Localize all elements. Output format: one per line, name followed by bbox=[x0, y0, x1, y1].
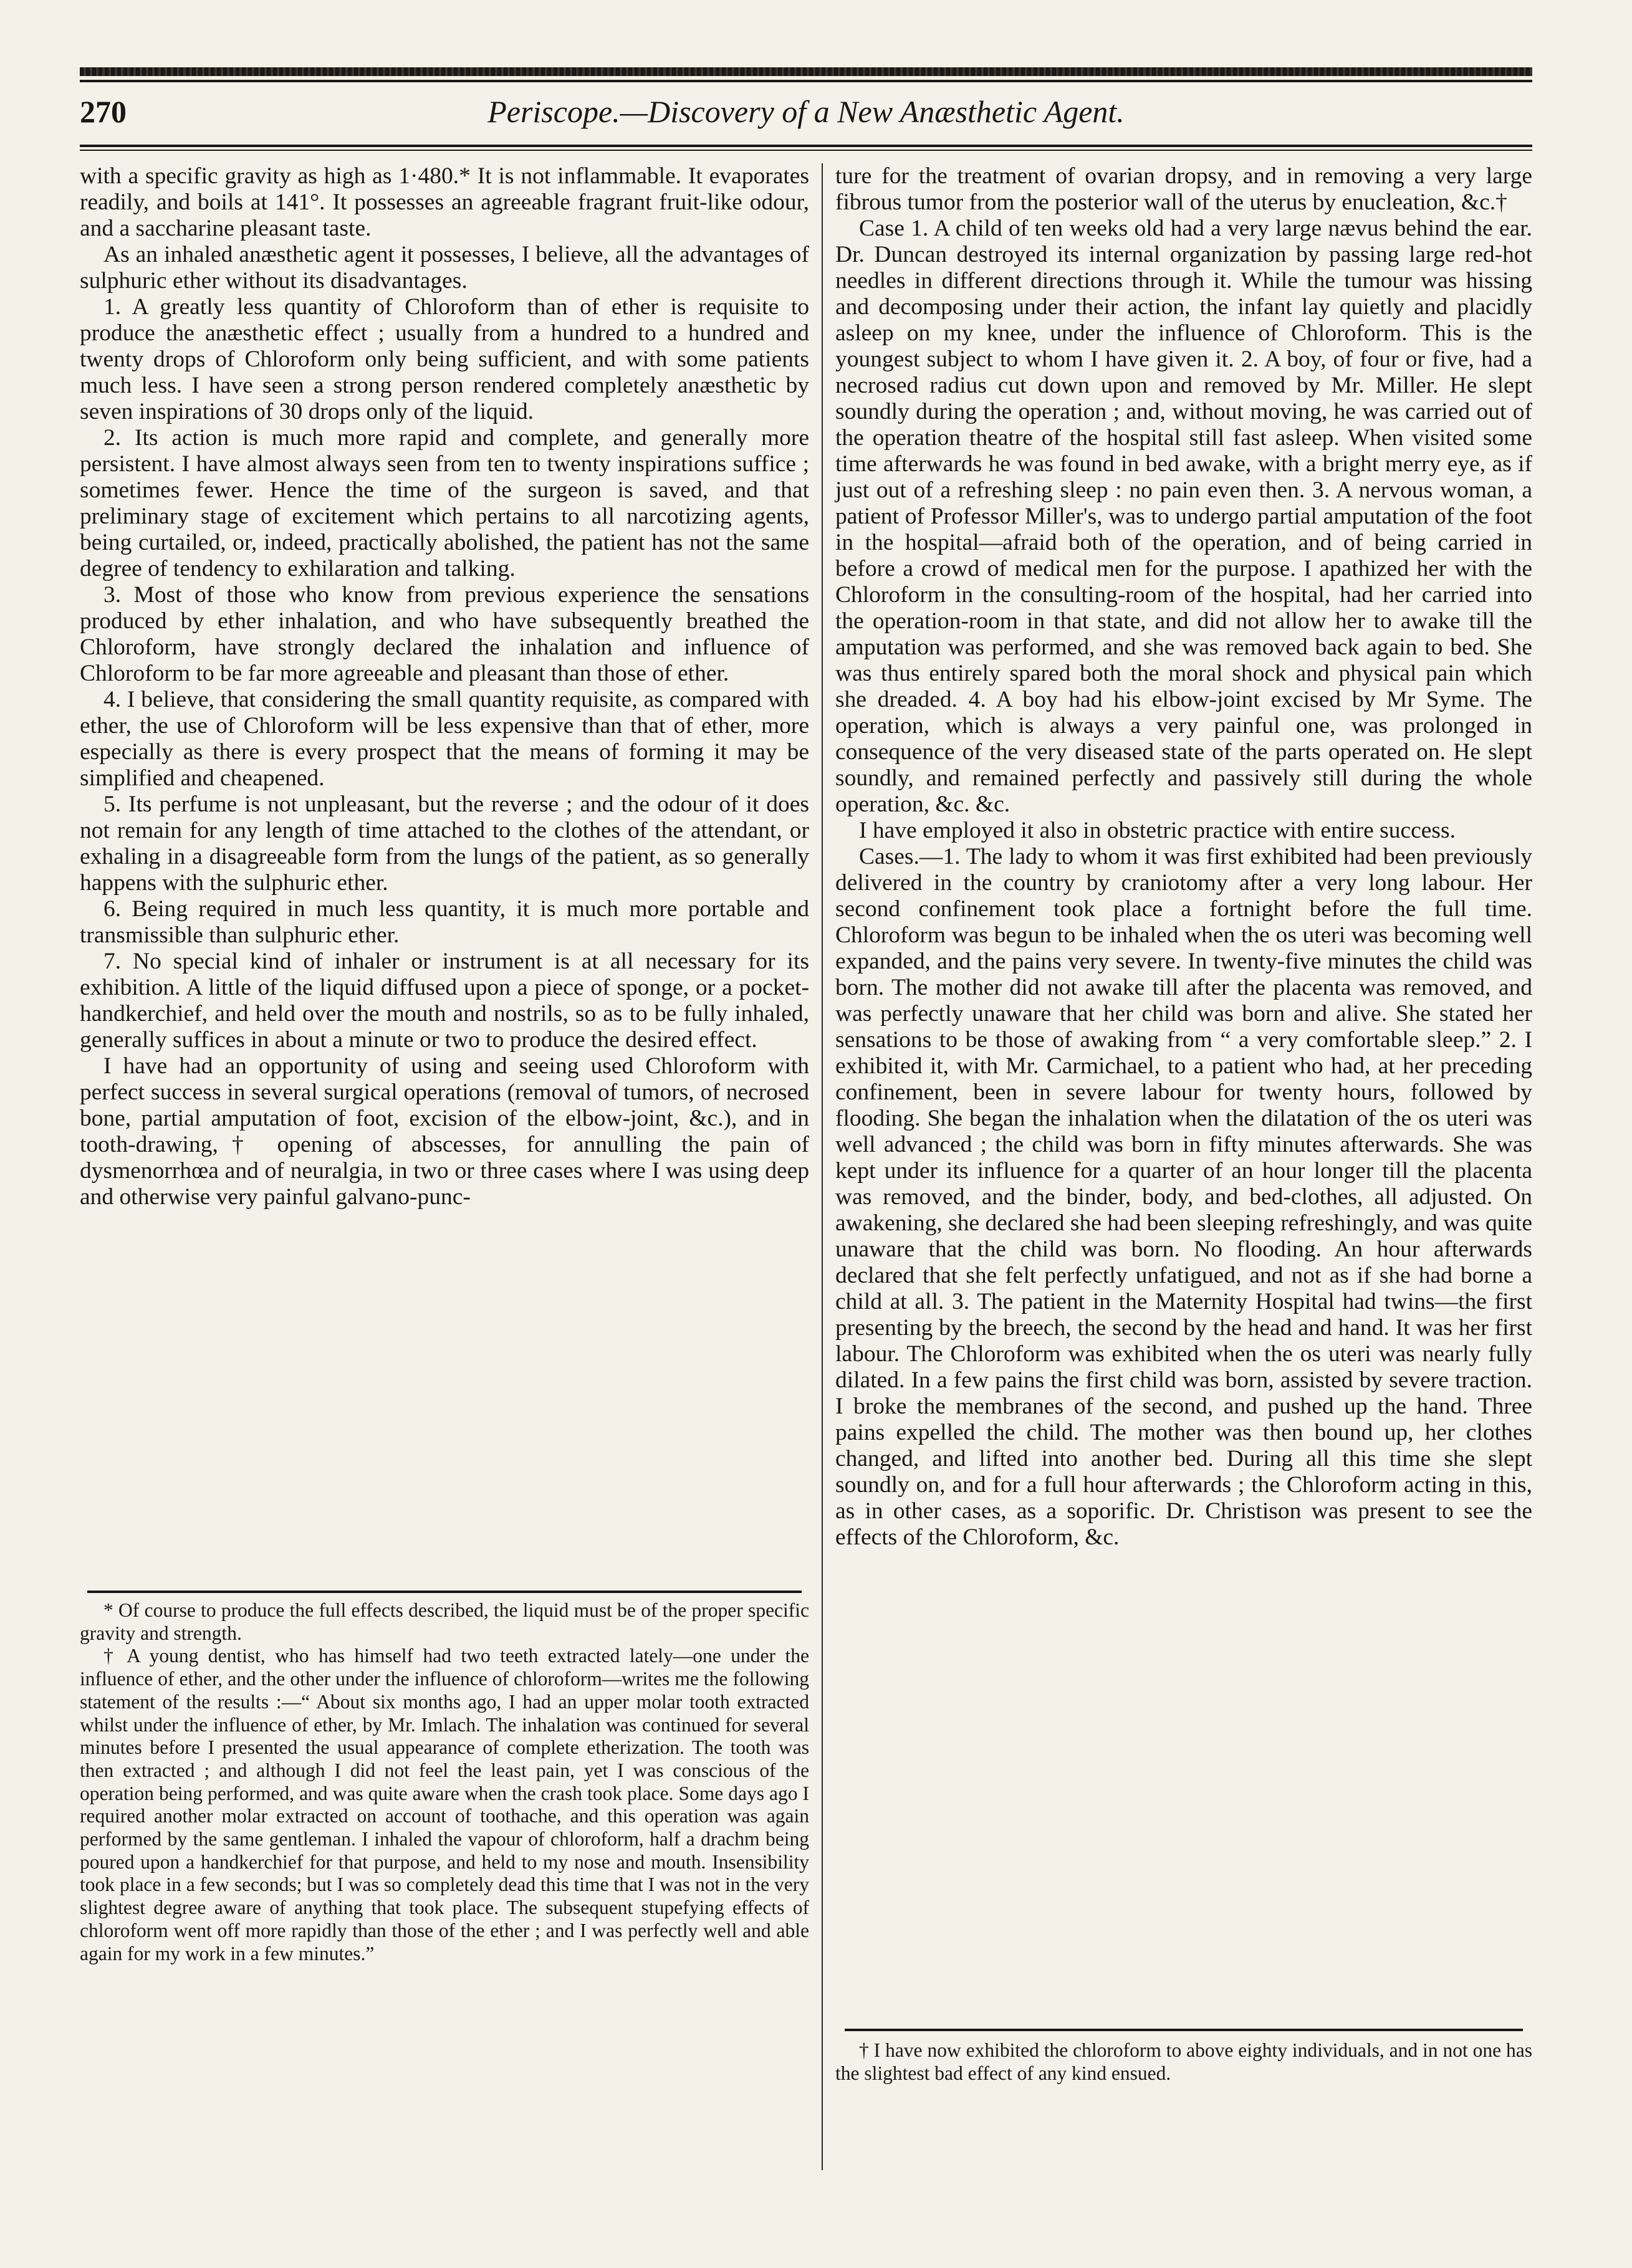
left-paragraph: 1. A greatly less quantity of Chloroform than of ether is requisite to produce the anæsthetic effect ; usually from a hundred to a hundred and twenty drops of Chloroform only being sufficient, and with some patients much less. I have seen a strong person rendered completely anæsthetic by seven inspirations of 30 drops only of the liquid. bbox=[80, 294, 809, 424]
footnotes-left bbox=[80, 1599, 809, 1965]
right-column bbox=[835, 163, 1532, 1551]
left-paragraph: I have had an opportunity of using and seeing used Chloroform with perfect success in several surgical operations (removal of tumors, of necrosed bone, partial amputation of foot, excision of the elbow-joint, &c.), and in tooth-drawing,† opening of abscesses, for annulling the pain of dysmenorrhœa and of neuralgia, in two or three cases where I was using deep and otherwise very painful galvano-punc- bbox=[80, 1053, 809, 1210]
left-paragraph: As an inhaled anæsthetic agent it possesses, I believe, all the advantages of sulphuric ether without its disadvantages. bbox=[80, 242, 809, 294]
cases-paragraph: Cases.—1. The lady to whom it was first exhibited had been previously delivered in the country by craniotomy after a very long labour. Her second confinement took place a fortnight before the full time. Chloroform was begun to be inhaled when the os uteri was becoming well expanded, and the pains very severe. In twenty-five minutes the child was born. The mother did not awake till after the placenta was removed, and was perfectly unaware that her child was born and alive. She stated her sensations to be those of awaking from “ a very comfortable sleep.” 2. I exhibited it, with Mr. Carmichael, to a patient who had, at her preceding confinement, been in severe labour for twenty hours, followed by flooding. She began the inhalation when the dilatation of the os uteri was well advanced ; the child was born in fifty minutes afterwards. She was kept under its influence for a quarter of an hour longer till the placenta was removed, and the binder, body, and bed-clothes, all adjusted. On awakening, she declared she had been sleeping refreshingly, and was quite unaware that the child was born. No flooding. An hour afterwards declared that she felt perfectly unfatigued, and not as if she had borne a child at all. 3. The patient in the Maternity Hospital had twins—the first presenting by the breech, the second by the head and hand. It was her first labour. The Chloroform was exhibited when the os uteri was nearly fully dilated. In a few pains the first child was born, assisted by severe traction. I broke the membranes of the second, and pushed up the hand. Three pains expelled the child. The mother was then bound up, her clothes changed, and lifted into another bed. During all this time she slept soundly on, and for a full hour afterwards ; the Chloroform acting in this, as in other cases, as a soporific. Dr. Christison was present to see the effects of the Chloroform, &c. bbox=[835, 844, 1532, 1550]
left-paragraph: 6. Being required in much less quantity, it is much more portable and transmissible than sulphuric ether. bbox=[80, 896, 809, 948]
header-rule-thin bbox=[80, 150, 1532, 151]
footnotes-right bbox=[835, 2039, 1532, 2085]
footnote-rule-right bbox=[845, 2029, 1523, 2031]
left-paragraph: 5. Its perfume is not unpleasant, but the reverse ; and the odour of it does not remain for any length of time attached to the clothes of the attendant, or exhaling in a disagreeable form from the lungs of the patient, as so generally happens with the sulphuric ether. bbox=[80, 792, 809, 896]
header-rule bbox=[80, 145, 1532, 147]
top-rule bbox=[80, 80, 1532, 82]
right-paragraph: I have employed it also in obstetric practice with entire success. bbox=[859, 818, 1456, 843]
right-paragraph: ture for the treatment of ovarian dropsy, and in removing a very large fibrous tumor from the posterior wall of the uterus by enucleation, &c.† bbox=[835, 163, 1532, 215]
footnote: † I have now exhibited the chloroform to above eighty individuals, and in not one has the slightest bad effect of any kind ensued. bbox=[835, 2039, 1532, 2084]
footnote-rule-left bbox=[87, 1591, 802, 1593]
left-paragraph: 3. Most of those who know from previous experience the sensations produced by ether inhalation, and who have subsequently breathed the Chloroform, have strongly declared the inhalation and influence of Chloroform to be far more agreeable and pleasant than those of ether. bbox=[80, 582, 809, 686]
page-number: 270 bbox=[80, 94, 127, 129]
footnote: * Of course to produce the full effects described, the liquid must be of the proper specific gravity and strength. bbox=[80, 1599, 809, 1644]
left-paragraph: 7. No special kind of inhaler or instrument is at all necessary for its exhibition. A little of the liquid diffused upon a piece of sponge, or a pocket-handkerchief, and held over the mouth and nostrils, so as to be fully inhaled, generally suffices in about a minute or two to produce the desired effect. bbox=[80, 949, 809, 1053]
left-paragraph: 4. I believe, that considering the small quantity requisite, as compared with ether, the use of Chloroform will be less expensive than that of ether, more especially as there is every prospect that the means of forming it may be simplified and cheapened. bbox=[80, 687, 809, 791]
page-header bbox=[80, 93, 1532, 137]
column-divider bbox=[822, 163, 823, 2170]
top-decorative-rule bbox=[80, 67, 1532, 76]
left-column bbox=[80, 163, 809, 1210]
case-paragraph: Case 1. A child of ten weeks old had a very large nævus behind the ear. Dr. Duncan destroyed its internal organization by passing large red-hot needles in different directions through it. While the tumour was hissing and decomposing under their action, the infant lay quietly and placidly asleep on my knee, under the influence of Chloroform. This is the youngest subject to whom I have given it. 2. A boy, of four or five, had a necrosed radius cut down upon and removed by Mr. Miller. He slept soundly during the operation ; and, without moving, he was carried out of the operation theatre of the hospital still fast asleep. When visited some time afterwards he was found in bed awake, with a bright merry eye, as if just out of a refreshing sleep : no pain even then. 3. A nervous woman, a patient of Professor Miller's, was to undergo partial amputation of the foot in the hospital—afraid both of the operation, and of being carried in before a crowd of medical men for the purpose. I apathized her with the Chloroform in the consulting-room of the hospital, had her carried into the operation-room in that state, and did not allow her to awake till the amputation was performed, and she was removed back again to bed. She was thus entirely spared both the moral shock and physical pain which she dreaded. 4. A boy had his elbow-joint excised by Mr Syme. The operation, which is always a very painful one, was prolonged in consequence of the very diseased state of the parts operated on. He slept soundly, and remained perfectly and passively still during the whole operation, &c. &c. bbox=[835, 216, 1532, 817]
left-paragraph: with a specific gravity as high as 1·480.* It is not inflammable. It evaporates readily, and boils at 141°. It possesses an agreeable fragrant fruit-like odour, and a saccharine pleasant taste. bbox=[80, 163, 809, 241]
running-head: Periscope.—Discovery of a New Anæsthetic Agent. bbox=[487, 94, 1125, 129]
footnote: † A young dentist, who has himself had two teeth extracted lately—one under the influence of ether, and the other under the influence of chloroform—writes me the following statement of the results :—“ About six months ago, I had an upper molar tooth extracted whilst under the influence of ether, by Mr. Imlach. The inhalation was continued for several minutes before I presented the usual appearance of complete etherization. The tooth was then extracted ; and although I did not feel the least pain, yet I was conscious of the operation being performed, and was quite aware when the crash took place. Some days ago I required another molar extracted on account of toothache, and this operation was again performed by the same gentleman. I inhaled the vapour of chloroform, half a drachm being poured upon a handkerchief for that purpose, and held to my nose and mouth. Insensibility took place in a few seconds; but I was so completely dead this time that I was not in the very slightest degree aware of anything that took place. The subsequent stupefying effects of chloroform went off more rapidly than those of the ether ; and I was perfectly well and able again for my work in a few minutes.” bbox=[80, 1645, 809, 1964]
left-paragraph: 2. Its action is much more rapid and complete, and generally more persistent. I have almost always seen from ten to twenty inspirations suffice ; sometimes fewer. Hence the time of the surgeon is saved, and that preliminary stage of excitement which pertains to all narcotizing agents, being curtailed, or, indeed, practically abolished, the patient has not the same degree of tendency to exhilaration and talking. bbox=[80, 425, 809, 581]
